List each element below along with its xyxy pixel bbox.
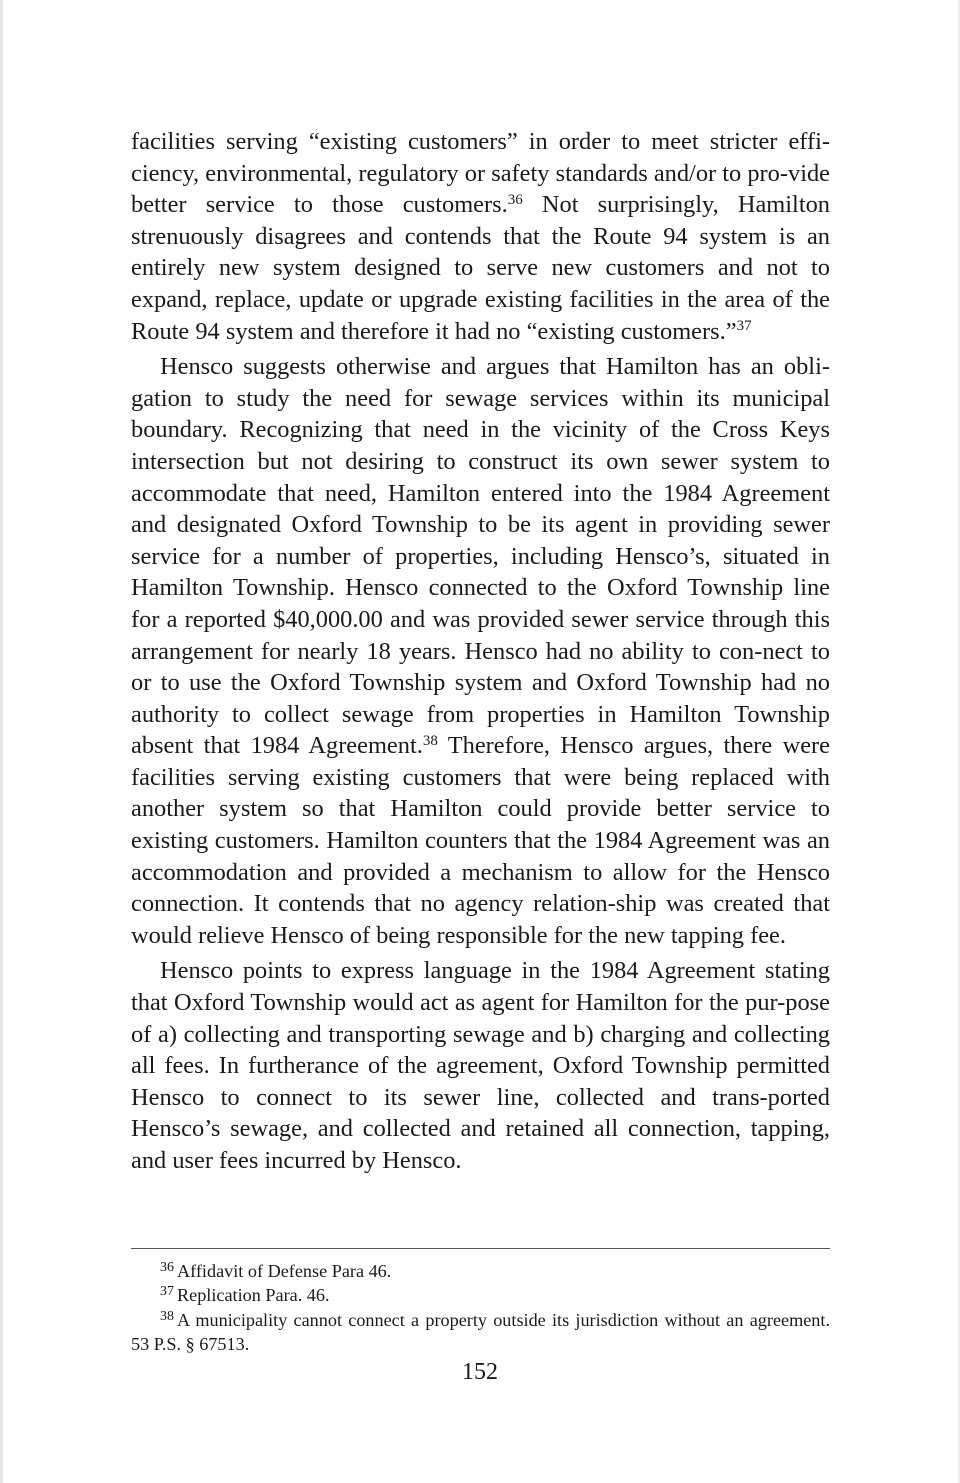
- footnote-ref-36[interactable]: 36: [507, 191, 523, 208]
- footnote-37: [131, 1283, 830, 1307]
- paragraph-text: Therefore, Hensco argues, there were facilities serving existing customers that were being replaced with another system so that Hamilton could provide better service to existing customers. Hamilton counters that the 1984 Agreement was an accommodation and provided a mechanism to allow for the Hensco connection. It contends that no agency relation-ship was created that would relieve Hensco of being responsible for the new tapping fee.: [131, 732, 830, 949]
- footnote-ref-37[interactable]: 37: [736, 318, 752, 335]
- footnote-divider: [131, 1248, 830, 1249]
- footnote-36: [131, 1259, 830, 1283]
- footnotes: [131, 1259, 830, 1357]
- footnote-ref-38[interactable]: 38: [422, 733, 438, 750]
- footnote-38: [131, 1308, 830, 1357]
- footnote-number: 37: [160, 1284, 174, 1300]
- footnote-number: 38: [160, 1308, 174, 1324]
- paragraph-text: Hensco points to express language in the 1984 Agreement stating that Oxford Township would act as agent for Hamilton for the pur-pose of a) collecting and transporting sewage and b) charging and collecting all fees. In furtherance of the agreement, Oxford Township permitted Hensco to connect to its sewer line, collected and trans-ported Hensco’s sewage, and collected and retained all connection, tapping, and user fees incurred by Hensco.: [131, 957, 830, 1174]
- paragraph-text: facilities serving “existing customers” in order to meet stricter effi-ciency, environmental, regulatory or safety standards and/or to pro-vide better service to those customers.: [131, 128, 830, 219]
- footnote-text: A municipality cannot connect a property outside its jurisdiction without an agreement. 53 P.S. § 67513.: [131, 1309, 830, 1355]
- page-number: 152: [462, 1359, 498, 1385]
- paragraph-text: Not surprisingly, Hamilton strenuously disagrees and contends that the Route 94 system is an entirely new system designed to serve new customers and not to expand, replace, update or upgrade existing facilities in the area of the Route 94 system and therefore it had no “existing customers.”: [131, 191, 830, 345]
- paragraph-text: Hensco suggests otherwise and argues that Hamilton has an obli-gation to study the need for sewage services within its municipal boundary. Recognizing that need in the vicinity of the Cross Keys intersection but not desiring to construct its own sewer system to accommodate that need, Hamilton entered into the 1984 Agreement and designated Oxford Township to be its agent in providing sewer service for a number of properties, including Hensco’s, situated in Hamilton Township. Hensco connected to the Oxford Township line for a reported $40,000.00 and was provided sewer service through this arrangement for nearly 18 years. Hensco had no ability to con-nect to or to use the Oxford Township system and Oxford Township had no authority to collect sewage from properties in Hamilton Township absent that 1984 Agreement.: [131, 353, 830, 760]
- page-edge: [0, 0, 3, 1483]
- body-text: [131, 126, 830, 1177]
- footnote-number: 36: [160, 1259, 174, 1275]
- footnote-text: Replication Para. 46.: [177, 1285, 330, 1306]
- paragraph-2: [131, 351, 830, 951]
- paragraph-3: [131, 955, 830, 1176]
- paragraph-1: [131, 126, 830, 347]
- footnote-text: Affidavit of Defense Para 46.: [177, 1261, 392, 1281]
